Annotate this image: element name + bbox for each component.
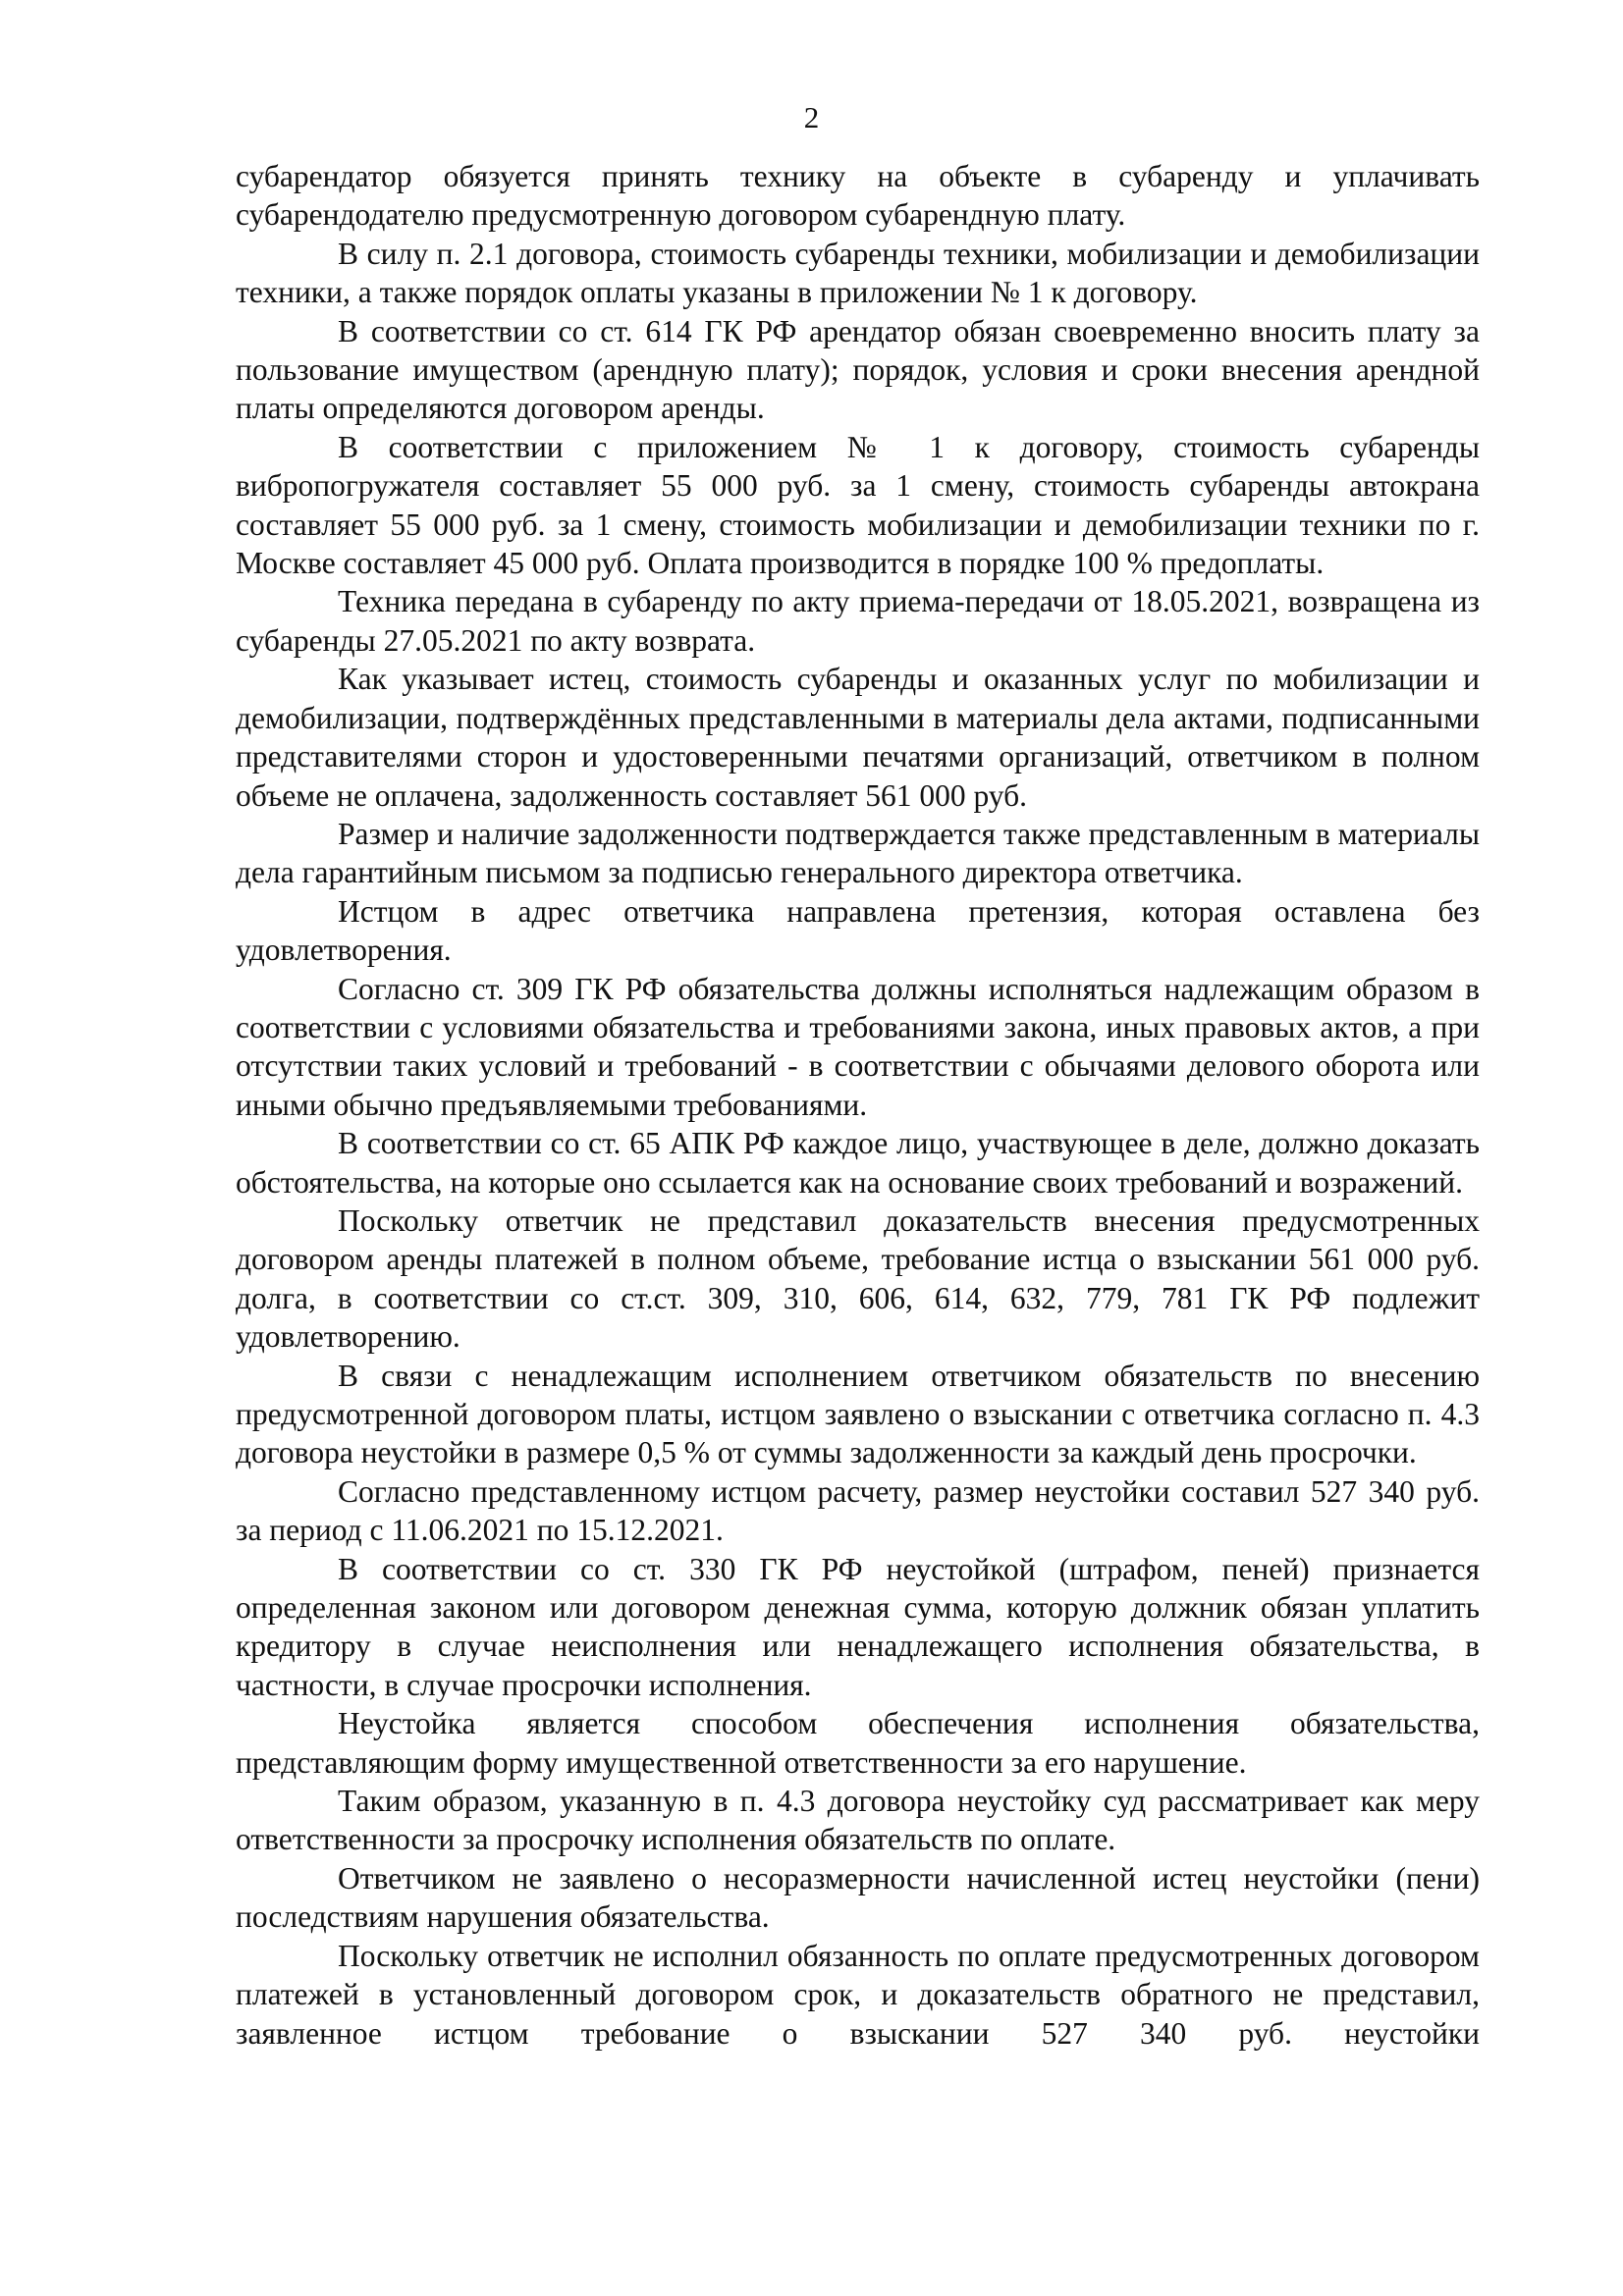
paragraph-9: Согласно ст. 309 ГК РФ обязательства должны исполняться надлежащим образом в соответствии с условиями обязательства и требованиями закона, иных правовых актов, а при отсутствии таких условий и требований - в соответствии с обычаями делового оборота или иными обычно предъявляемыми требованиями. (236, 971, 1480, 1122)
paragraph-10: В соответствии со ст. 65 АПК РФ каждое лицо, участвующее в деле, должно доказать обстоятельства, на которые оно ссылается как на основание своих требований и возражений. (236, 1126, 1480, 1200)
paragraph-1: субарендатор обязуется принять технику на объекте в субаренду и уплачивать субарендодателю предусмотренную договором субарендную плату. (236, 159, 1480, 233)
paragraph-11: Поскольку ответчик не представил доказательств внесения предусмотренных договором аренды платежей в полном объеме, требование истца о взыскании 561 000 руб. долга, в соответствии со ст.ст. 309, 310, 606, 614, 632, 779, 781 ГК РФ подлежит удовлетворению. (236, 1202, 1480, 1355)
paragraph-16: Таким образом, указанную в п. 4.3 договора неустойку суд рассматривает как меру ответственности за просрочку исполнения обязательств по оплате. (236, 1784, 1480, 1857)
paragraph-4: В соответствии с приложением № 1 к договору, стоимость субаренды вибропогружателя составляет 55 000 руб. за 1 смену, стоимость субаренды автокрана составляет 55 000 руб. за 1 смену, стоимость мобилизации и демобилизации техники по г. Москве составляет 45 000 руб. Оплата производится в порядке 100 % предоплаты. (236, 429, 1480, 581)
paragraph-18: Поскольку ответчик не исполнил обязанность по оплате предусмотренных договором платежей в установленный договором срок, и доказательств обратного не представил, заявленное истцом требование о взыскании 527 340 руб. неустойки (236, 1938, 1480, 2051)
paragraph-15: Неустойка является способом обеспечения исполнения обязательства, представляющим форму имущественной ответственности за его нарушение. (236, 1706, 1480, 1780)
paragraph-5: Техника передана в субаренду по акту приема-передачи от 18.05.2021, возвращена из субаренды 27.05.2021 по акту возврата. (236, 584, 1480, 658)
paragraph-14: В соответствии со ст. 330 ГК РФ неустойкой (штрафом, пеней) признается определенная законом или договором денежная сумма, которую должник обязан уплатить кредитору в случае неисполнения или ненадлежащего исполнения обязательства, в частности, в случае просрочки исполнения. (236, 1551, 1480, 1702)
paragraph-3: В соответствии со ст. 614 ГК РФ арендатор обязан своевременно вносить плату за пользование имуществом (арендную плату); порядок, условия и сроки внесения арендной платы определяются договором аренды. (236, 313, 1480, 426)
page-number: 2 (803, 100, 820, 134)
paragraph-7: Размер и наличие задолженности подтверждается также представленным в материалы дела гарантийным письмом за подписью генерального директора ответчика. (236, 816, 1480, 890)
paragraph-6: Как указывает истец, стоимость субаренды и оказанных услуг по мобилизации и демобилизации, подтверждённых представленными в материалы дела актами, подписанными представителями сторон и удостоверенными печатями организаций, ответчиком в полном объеме не оплачена, задолженность составляет 561 000 руб. (236, 662, 1480, 813)
paragraph-2: В силу п. 2.1 договора, стоимость субаренды техники, мобилизации и демобилизации техники, а также порядок оплаты указаны в приложении № 1 к договору. (236, 236, 1480, 310)
document-body (236, 157, 1480, 2053)
paragraph-13: Согласно представленному истцом расчету, размер неустойки составил 527 340 руб. за период с 11.06.2021 по 15.12.2021. (236, 1473, 1480, 1548)
paragraph-17: Ответчиком не заявлено о несоразмерности начисленной истец неустойки (пени) последствиям нарушения обязательства. (236, 1860, 1480, 1935)
paragraph-12: В связи с ненадлежащим исполнением ответчиком обязательств по внесению предусмотренной договором платы, истцом заявлено о взыскании с ответчика согласно п. 4.3 договора неустойки в размере 0,5 % от суммы задолженности за каждый день просрочки. (236, 1358, 1480, 1470)
paragraph-8: Истцом в адрес ответчика направлена претензия, которая оставлена без удовлетворения. (236, 893, 1480, 968)
